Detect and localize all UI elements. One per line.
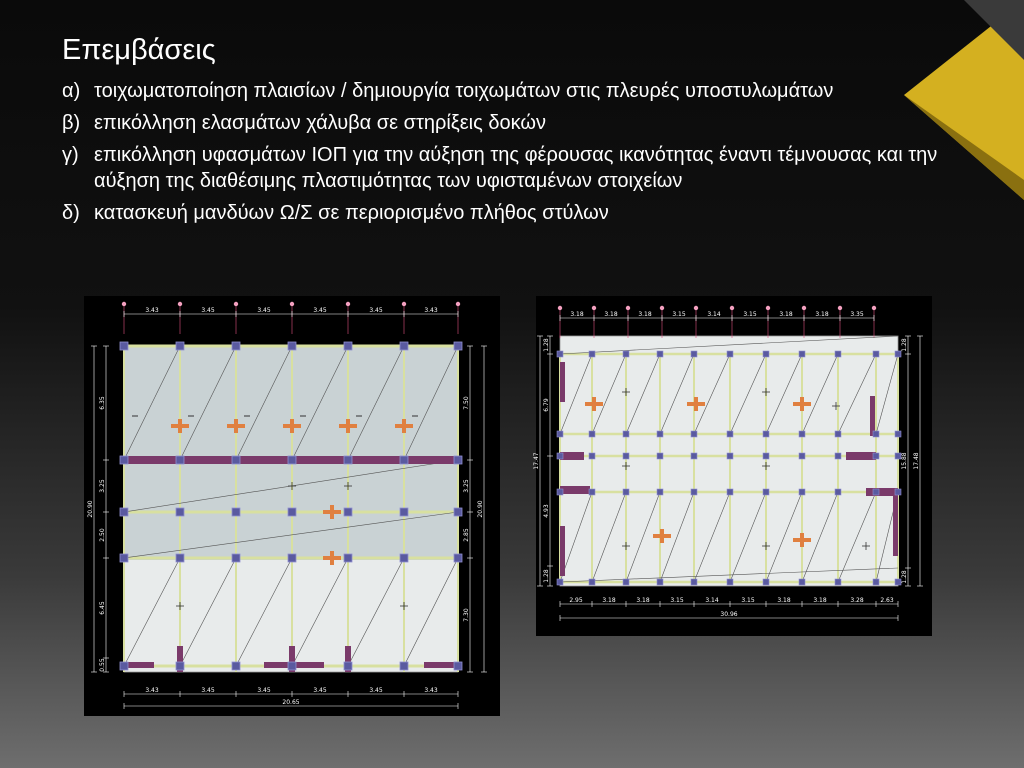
column (557, 579, 563, 585)
top-dimension-label: 3.45 (313, 307, 327, 314)
column (400, 508, 408, 516)
column (232, 662, 240, 670)
bottom-dimension-label: 3.18 (602, 597, 616, 604)
top-dimension-label: 3.45 (369, 307, 383, 314)
bottom-dimension-label: 3.18 (777, 597, 791, 604)
column (400, 342, 408, 350)
axis-marker (802, 306, 806, 310)
frp-wrap (330, 505, 334, 519)
column (623, 489, 629, 495)
axis-marker (178, 302, 182, 306)
column (589, 579, 595, 585)
axis-marker (558, 306, 562, 310)
column (400, 662, 408, 670)
column (557, 489, 563, 495)
list-item: δ) κατασκευή μανδύων Ω/Σ σε περιορισμένο πλήθος στύλων (62, 202, 609, 224)
column (799, 489, 805, 495)
column (873, 351, 879, 357)
column (763, 453, 769, 459)
column (799, 351, 805, 357)
axis-marker (694, 306, 698, 310)
column (623, 431, 629, 437)
right-total-label: 20.90 (477, 500, 484, 518)
bottom-dimension-label: 3.43 (145, 687, 159, 694)
wall (560, 452, 584, 460)
column (288, 662, 296, 670)
axis-marker (838, 306, 842, 310)
frp-wrap (402, 419, 406, 433)
axis-marker (456, 302, 460, 306)
top-dimension-label: 3.18 (815, 311, 829, 318)
column (454, 508, 462, 516)
frp-wrap (800, 397, 804, 411)
bottom-dimension-label: 3.15 (741, 597, 755, 604)
wall (424, 662, 458, 668)
column (589, 431, 595, 437)
column (799, 453, 805, 459)
frp-wrap (592, 397, 596, 411)
top-dimension-label: 3.14 (707, 311, 721, 318)
column (288, 508, 296, 516)
column (895, 351, 901, 357)
column (557, 431, 563, 437)
column (657, 453, 663, 459)
floor-plan-left (84, 296, 500, 716)
column (454, 456, 462, 464)
column (657, 431, 663, 437)
frp-wrap (330, 551, 334, 565)
frp-wrap (660, 529, 664, 543)
column (454, 554, 462, 562)
column (691, 351, 697, 357)
column (799, 431, 805, 437)
axis-marker (626, 306, 630, 310)
right-dimension-label: 1.28 (901, 338, 908, 352)
column (763, 579, 769, 585)
column (344, 662, 352, 670)
top-dimension-label: 3.43 (424, 307, 438, 314)
column (727, 453, 733, 459)
column (873, 453, 879, 459)
bottom-dimension-label: 3.14 (705, 597, 719, 604)
axis-marker (402, 302, 406, 306)
column (344, 342, 352, 350)
list-item: γ) επικόλληση υφασμάτων ΙΟΠ για την αύξηση της φέρουσας ικανότητας έναντι τέμνουσας και την αύξηση της διαθέσιμης πλαστιμότητας των υφισταμένων στοιχείων (62, 144, 938, 192)
column (288, 342, 296, 350)
bottom-dimension-label: 2.95 (569, 597, 583, 604)
column (288, 456, 296, 464)
column (763, 489, 769, 495)
wall (124, 662, 154, 668)
top-dimension-label: 3.15 (672, 311, 686, 318)
axis-marker (872, 306, 876, 310)
top-dimension-label: 3.45 (257, 307, 271, 314)
top-dimension-label: 3.18 (638, 311, 652, 318)
bottom-dimension-label: 3.18 (636, 597, 650, 604)
column (873, 489, 879, 495)
left-dimension-label: 6.45 (99, 601, 106, 615)
frp-wrap (694, 397, 698, 411)
column (344, 508, 352, 516)
column (691, 489, 697, 495)
bottom-dimension-label: 3.43 (424, 687, 438, 694)
column (176, 456, 184, 464)
floor-plan-right (533, 296, 932, 636)
column (895, 453, 901, 459)
column (727, 351, 733, 357)
frp-wrap (178, 419, 182, 433)
column (454, 342, 462, 350)
top-dimension-label: 3.18 (570, 311, 584, 318)
wall (560, 362, 565, 402)
top-dimension-label: 3.18 (604, 311, 618, 318)
column (727, 431, 733, 437)
bottom-dimension-label: 3.15 (670, 597, 684, 604)
top-dimension-label: 3.18 (779, 311, 793, 318)
slide-title: Επεμβάσεις (62, 34, 216, 66)
column (176, 342, 184, 350)
wall (560, 526, 565, 576)
bottom-dimension-label: 3.45 (201, 687, 215, 694)
right-dimension-label: 7.50 (463, 396, 470, 410)
column (120, 456, 128, 464)
floor-plan-right-drawing (533, 296, 932, 636)
column (835, 489, 841, 495)
frp-wrap (234, 419, 238, 433)
column (232, 508, 240, 516)
wall (560, 486, 590, 494)
column (895, 489, 901, 495)
total-dimension-label: 20.65 (282, 699, 300, 706)
column (589, 489, 595, 495)
axis-marker (660, 306, 664, 310)
intervention-list (62, 78, 1002, 232)
column (727, 489, 733, 495)
column (657, 489, 663, 495)
column (691, 453, 697, 459)
column (835, 579, 841, 585)
left-dimension-label: 4.93 (543, 504, 550, 518)
column (120, 554, 128, 562)
top-dimension-label: 3.43 (145, 307, 159, 314)
column (763, 431, 769, 437)
left-dimension-label: 6.35 (99, 396, 106, 410)
total-dimension-label: 30.96 (720, 611, 738, 618)
column (895, 431, 901, 437)
column (623, 453, 629, 459)
column (232, 554, 240, 562)
column (799, 579, 805, 585)
column (763, 351, 769, 357)
column (557, 453, 563, 459)
column (727, 579, 733, 585)
left-total-label: 20.90 (87, 500, 94, 518)
column (232, 456, 240, 464)
bottom-dimension-label: 3.18 (813, 597, 827, 604)
column (589, 351, 595, 357)
left-dimension-label: 1.28 (543, 569, 550, 583)
top-dimension-label: 3.15 (743, 311, 757, 318)
wall (866, 488, 898, 496)
left-dimension-label: 2.50 (99, 528, 106, 542)
right-dimension-label: 15.88 (901, 452, 908, 470)
column (176, 508, 184, 516)
column (835, 431, 841, 437)
column (657, 351, 663, 357)
column (400, 554, 408, 562)
left-dimension-label: 1.28 (543, 338, 550, 352)
axis-marker (290, 302, 294, 306)
list-item: α) τοιχωματοποίηση πλαισίων / δημιουργία τοιχωμάτων στις πλευρές υποστυλωμάτων (62, 80, 834, 102)
wall (870, 396, 875, 436)
column (835, 453, 841, 459)
right-dimension-label: 1.28 (901, 570, 908, 584)
wall (846, 452, 876, 460)
list-item: β) επικόλληση ελασμάτων χάλυβα σε στηρίξεις δοκών (62, 112, 546, 134)
frp-wrap (800, 533, 804, 547)
column (176, 662, 184, 670)
wall (893, 496, 898, 556)
top-dimension-label: 3.45 (201, 307, 215, 314)
column (454, 662, 462, 670)
right-dimension-label: 7.30 (463, 608, 470, 622)
column (657, 579, 663, 585)
frp-wrap (346, 419, 350, 433)
right-dimension-label: 2.85 (463, 528, 470, 542)
floor-plan-left-drawing (84, 296, 500, 716)
top-dimension-label: 3.35 (850, 311, 864, 318)
column (873, 431, 879, 437)
left-total-label: 17.47 (533, 452, 540, 470)
column (400, 456, 408, 464)
column (344, 456, 352, 464)
column (691, 579, 697, 585)
column (232, 342, 240, 350)
bottom-dimension-label: 3.45 (257, 687, 271, 694)
right-total-label: 17.48 (913, 452, 920, 470)
column (873, 579, 879, 585)
column (691, 431, 697, 437)
axis-marker (234, 302, 238, 306)
column (344, 554, 352, 562)
right-dimension-label: 3.25 (463, 479, 470, 493)
column (557, 351, 563, 357)
column (120, 662, 128, 670)
left-dimension-label: 6.79 (543, 398, 550, 412)
column (288, 554, 296, 562)
axis-marker (346, 302, 350, 306)
column (589, 453, 595, 459)
column (120, 508, 128, 516)
axis-marker (592, 306, 596, 310)
column (835, 351, 841, 357)
axis-marker (766, 306, 770, 310)
axis-marker (122, 302, 126, 306)
left-dimension-label: 0.55 (99, 658, 106, 672)
column (120, 342, 128, 350)
column (176, 554, 184, 562)
column (623, 351, 629, 357)
bottom-dimension-label: 3.45 (369, 687, 383, 694)
column (895, 579, 901, 585)
bottom-dimension-label: 2.63 (880, 597, 894, 604)
bottom-dimension-label: 3.28 (850, 597, 864, 604)
bottom-dimension-label: 3.45 (313, 687, 327, 694)
axis-marker (730, 306, 734, 310)
left-dimension-label: 3.25 (99, 479, 106, 493)
column (623, 579, 629, 585)
frp-wrap (290, 419, 294, 433)
